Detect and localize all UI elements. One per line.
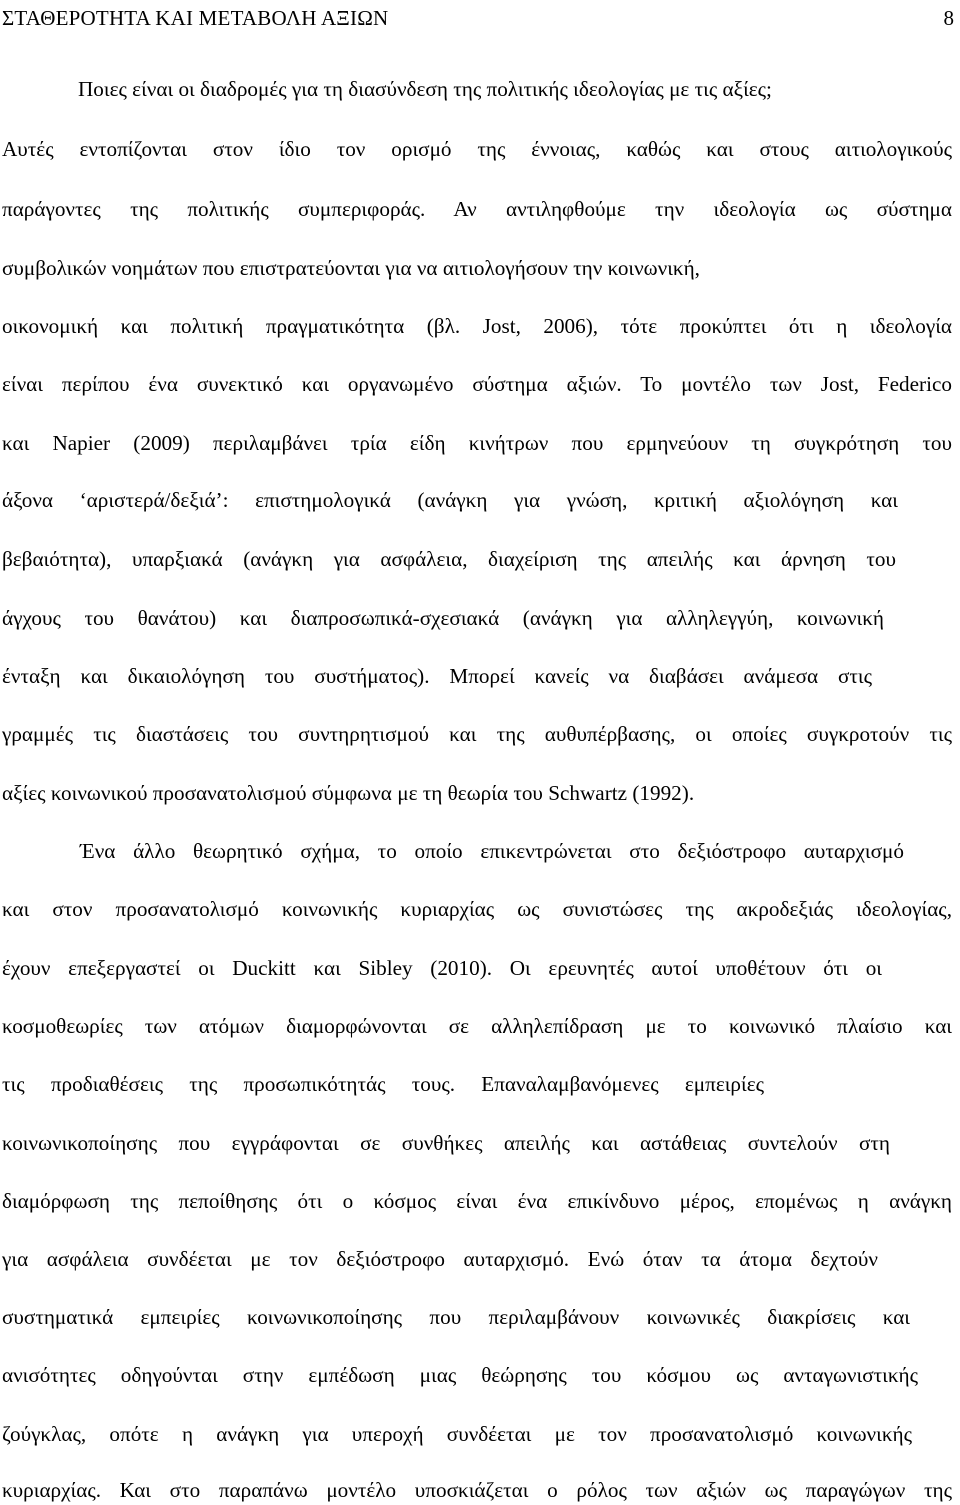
text-line: είναι περίπου ένα συνεκτικό και οργανωμένο σύστημα αξιών. Το μοντέλο των Jost, Federico xyxy=(2,372,952,396)
text-line: αξίες κοινωνικού προσανατολισμού σύμφωνα με τη θεωρία του Schwartz (1992). xyxy=(2,781,695,805)
text-line: διαμόρφωση της πεποίθησης ότι ο κόσμος είναι ένα επικίνδυνο μέρος, επομένως η ανάγκη xyxy=(2,1189,952,1213)
text-line: Ένα άλλο θεωρητικό σχήμα, το οποίο επικεντρώνεται στο δεξιόστροφο αυταρχισμό xyxy=(80,839,904,863)
text-line: Αυτές εντοπίζονται στον ίδιο τον ορισμό της έννοιας, καθώς και στους αιτιολογικούς xyxy=(2,137,952,161)
text-line: Ποιες είναι οι διαδρομές για τη διασύνδεση της πολιτικής ιδεολογίας με τις αξίες; xyxy=(78,77,772,101)
page-number: 8 xyxy=(943,6,954,30)
text-line: κοινωνικοποίησης που εγγράφονται σε συνθήκες απειλής και αστάθειας συντελούν στη xyxy=(2,1131,890,1155)
text-line: ένταξη και δικαιολόγηση του συστήματος). Μπορεί κανείς να διαβάσει ανάμεσα στις xyxy=(2,664,872,688)
text-line: και Napier (2009) περιλαμβάνει τρία είδη κινήτρων που ερμηνεύουν τη συγκρότηση του xyxy=(2,431,952,455)
running-header xyxy=(2,0,954,36)
text-line: για ασφάλεια συνδέεται με τον δεξιόστροφο αυταρχισμό. Ενώ όταν τα άτομα δεχτούν xyxy=(2,1247,878,1271)
text-line: και στον προσανατολισμό κοινωνικής κυριαρχίας ως συνιστώσες της ακροδεξιάς ιδεολογίας, xyxy=(2,897,952,921)
text-line: ζούγκλας, οπότε η ανάγκη για υπεροχή συνδέεται με τον προσανατολισμό κοινωνικής xyxy=(2,1422,912,1446)
text-line: συμβολικών νοημάτων που επιστρατεύονται για να αιτιολογήσουν την κοινωνική, xyxy=(2,256,700,280)
text-line: συστηματικά εμπειρίες κοινωνικοποίησης που περιλαμβάνουν κοινωνικές διακρίσεις και xyxy=(2,1305,910,1329)
text-line: άγχους του θανάτου) και διαπροσωπικά-σχεσιακά (ανάγκη για αλληλεγγύη, κοινωνική xyxy=(2,606,884,630)
text-line: παράγοντες της πολιτικής συμπεριφοράς. Αν αντιληφθούμε την ιδεολογία ως σύστημα xyxy=(2,197,952,221)
text-line: οικονομική και πολιτική πραγματικότητα (βλ. Jost, 2006), τότε προκύπτει ότι η ιδεολογία xyxy=(2,314,952,338)
text-line: ανισότητες οδηγούνται στην εμπέδωση μιας θεώρησης του κόσμου ως ανταγωνιστικής xyxy=(2,1363,918,1387)
text-line: βεβαιότητα), υπαρξιακά (ανάγκη για ασφάλεια, διαχείριση της απειλής και άρνηση του xyxy=(2,547,896,571)
text-line: έχουν επεξεργαστεί οι Duckitt και Sibley (2010). Οι ερευνητές αυτοί υποθέτουν ότι οι xyxy=(2,956,882,980)
text-line: κοσμοθεωρίες των ατόμων διαμορφώνονται σε αλληλεπίδραση με το κοινωνικό πλαίσιο και xyxy=(2,1014,952,1038)
text-line: άξονα ‘αριστερά/δεξιά’: επιστημολογικά (ανάγκη για γνώση, κριτική αξιολόγηση και xyxy=(2,488,898,512)
text-line: γραμμές τις διαστάσεις του συντηρητισμού και της αυθυπέρβασης, οι οποίες συγκροτούν τις xyxy=(2,722,952,746)
running-header-title: ΣΤΑΘΕΡΟΤΗΤΑ ΚΑΙ ΜΕΤΑΒΟΛΗ ΑΞΙΩΝ xyxy=(2,6,389,30)
text-line: τις προδιαθέσεις της προσωπικότητάς τους. Επαναλαμβανόμενες εμπειρίες xyxy=(2,1072,764,1096)
text-line: κυριαρχίας. Και στο παραπάνω μοντέλο υποσκιάζεται ο ρόλος των αξιών ως παραγώγων της xyxy=(2,1478,952,1502)
